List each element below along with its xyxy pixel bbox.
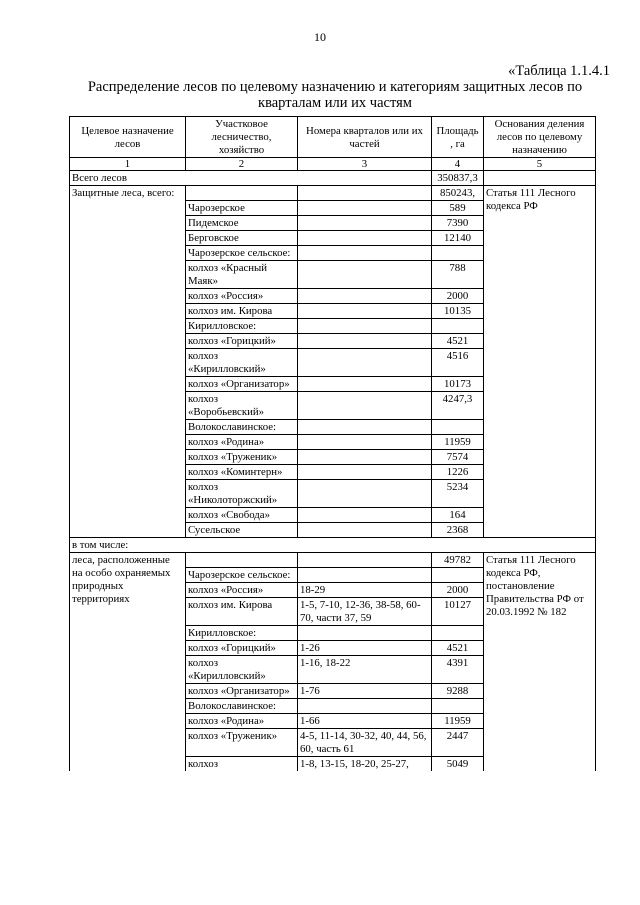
quarters-cell: [298, 377, 432, 392]
forestry-cell: колхоз «Родина»: [186, 714, 298, 729]
forestry-cell: колхоз им. Кирова: [186, 598, 298, 626]
area-cell: 4247,3: [432, 392, 484, 420]
quarters-cell: [298, 435, 432, 450]
area-cell: 7390: [432, 216, 484, 231]
area-cell: [432, 319, 484, 334]
quarters-cell: 1-16, 18-22: [298, 656, 432, 684]
quarters-cell: [298, 231, 432, 246]
total-row: [70, 171, 596, 186]
area-cell: 4521: [432, 334, 484, 349]
header-purpose: Целевое назначение лесов: [70, 117, 186, 158]
quarters-cell: [298, 480, 432, 508]
area-cell: 1226: [432, 465, 484, 480]
quarters-cell: 1-26: [298, 641, 432, 656]
forestry-cell: колхоз «Горицкий»: [186, 641, 298, 656]
area-cell: 5049: [432, 757, 484, 772]
total-area: 350837,3: [432, 171, 484, 186]
total-basis: [484, 171, 596, 186]
column-number: 2: [186, 158, 298, 171]
quarters-cell: 4-5, 11-14, 30-32, 40, 44, 56, 60, часть 61: [298, 729, 432, 757]
quarters-cell: [298, 626, 432, 641]
column-number: 3: [298, 158, 432, 171]
forestry-cell: колхоз «Труженик»: [186, 729, 298, 757]
quarters-cell: [298, 465, 432, 480]
quarters-cell: [298, 349, 432, 377]
quarters-cell: [298, 261, 432, 289]
quarters-cell: 1-76: [298, 684, 432, 699]
protective-area: 850243,: [432, 186, 484, 201]
quarters-cell: [298, 553, 432, 568]
forestry-cell: Чарозерское сельское:: [186, 568, 298, 583]
quarters-cell: [298, 699, 432, 714]
area-cell: [432, 699, 484, 714]
area-cell: 10127: [432, 598, 484, 626]
quarters-cell: [298, 289, 432, 304]
forestry-cell: колхоз «Красный Маяк»: [186, 261, 298, 289]
header-row: [70, 117, 596, 158]
area-cell: 10135: [432, 304, 484, 319]
reserves-area: 49782: [432, 553, 484, 568]
column-numbers-row: [70, 158, 596, 171]
forestry-cell: Чарозерское: [186, 201, 298, 216]
forestry-cell: колхоз «Россия»: [186, 289, 298, 304]
forestry-cell: Кирилловское:: [186, 319, 298, 334]
area-cell: 2447: [432, 729, 484, 757]
header-forestry: Участковое лесничество, хозяйство: [186, 117, 298, 158]
quarters-cell: 1-5, 7-10, 12-36, 38-58, 60-70, части 37, 59: [298, 598, 432, 626]
reserves-header-row: [70, 553, 596, 568]
forestry-cell: Волокославинское:: [186, 420, 298, 435]
area-cell: 589: [432, 201, 484, 216]
quarters-cell: [298, 450, 432, 465]
table-label: «Таблица 1.1.4.1: [508, 63, 610, 79]
forestry-cell: колхоз «Кирилловский»: [186, 656, 298, 684]
column-number: 1: [70, 158, 186, 171]
header-basis: Основания деления лесов по целевому назначению: [484, 117, 596, 158]
forestry-cell: Сусельское: [186, 523, 298, 538]
forestry-cell: Кирилловское:: [186, 626, 298, 641]
protective-label: Защитные леса, всего:: [70, 186, 186, 538]
area-cell: [432, 420, 484, 435]
forestry-cell: колхоз «Россия»: [186, 583, 298, 598]
forestry-cell: колхоз «Николоторжский»: [186, 480, 298, 508]
quarters-cell: [298, 420, 432, 435]
area-cell: 4521: [432, 641, 484, 656]
quarters-cell: [298, 334, 432, 349]
forestry-cell: колхоз «Организатор»: [186, 377, 298, 392]
forestry-cell: колхоз «Кирилловский»: [186, 349, 298, 377]
including-row: [70, 538, 596, 553]
forestry-cell: Пидемское: [186, 216, 298, 231]
column-number: 4: [432, 158, 484, 171]
forestry-cell: колхоз «Горицкий»: [186, 334, 298, 349]
area-cell: 7574: [432, 450, 484, 465]
forestry-cell: колхоз: [186, 757, 298, 772]
area-cell: 11959: [432, 435, 484, 450]
area-cell: 5234: [432, 480, 484, 508]
reserves-label: леса, расположенные на особо охраняемых природных территориях: [70, 553, 186, 772]
page-number: 10: [314, 30, 326, 44]
forestry-cell: колхоз «Свобода»: [186, 508, 298, 523]
forestry-cell: Волокославинское:: [186, 699, 298, 714]
area-cell: [432, 626, 484, 641]
area-cell: 9288: [432, 684, 484, 699]
quarters-cell: 18-29: [298, 583, 432, 598]
protective-header-row: [70, 186, 596, 201]
forest-distribution-table: [69, 116, 596, 771]
column-number: 5: [484, 158, 596, 171]
quarters-cell: [298, 201, 432, 216]
quarters-cell: [298, 568, 432, 583]
protective-basis: Статья 111 Лесного кодекса РФ: [484, 186, 596, 538]
area-cell: 12140: [432, 231, 484, 246]
area-cell: 2368: [432, 523, 484, 538]
area-cell: 4516: [432, 349, 484, 377]
quarters-cell: [298, 186, 432, 201]
area-cell: [432, 568, 484, 583]
area-cell: 2000: [432, 583, 484, 598]
area-cell: 2000: [432, 289, 484, 304]
quarters-cell: [298, 304, 432, 319]
quarters-cell: [298, 319, 432, 334]
quarters-cell: [298, 392, 432, 420]
area-cell: 10173: [432, 377, 484, 392]
quarters-cell: 1-66: [298, 714, 432, 729]
area-cell: 164: [432, 508, 484, 523]
forestry-cell: [186, 186, 298, 201]
quarters-cell: 1-8, 13-15, 18-20, 25-27,: [298, 757, 432, 772]
forestry-cell: колхоз «Воробьевский»: [186, 392, 298, 420]
table-title: Распределение лесов по целевому назначению и категориям защитных лесов по кварталам или их частям: [87, 79, 583, 111]
area-cell: [432, 246, 484, 261]
header-area: Площадь , га: [432, 117, 484, 158]
area-cell: 4391: [432, 656, 484, 684]
forestry-cell: колхоз «Коминтерн»: [186, 465, 298, 480]
including-label: в том числе:: [70, 538, 596, 553]
forestry-cell: Чарозерское сельское:: [186, 246, 298, 261]
quarters-cell: [298, 508, 432, 523]
quarters-cell: [298, 216, 432, 231]
reserves-basis: Статья 111 Лесного кодекса РФ, постановление Правительства РФ от 20.03.1992 № 182: [484, 553, 596, 772]
quarters-cell: [298, 523, 432, 538]
area-cell: 11959: [432, 714, 484, 729]
quarters-cell: [298, 246, 432, 261]
area-cell: 788: [432, 261, 484, 289]
forestry-cell: колхоз «Родина»: [186, 435, 298, 450]
forestry-cell: [186, 553, 298, 568]
forestry-cell: колхоз им. Кирова: [186, 304, 298, 319]
total-label: Всего лесов: [70, 171, 432, 186]
forestry-cell: колхоз «Организатор»: [186, 684, 298, 699]
forestry-cell: Берговское: [186, 231, 298, 246]
forestry-cell: колхоз «Труженик»: [186, 450, 298, 465]
header-quarters: Номера кварталов или их частей: [298, 117, 432, 158]
